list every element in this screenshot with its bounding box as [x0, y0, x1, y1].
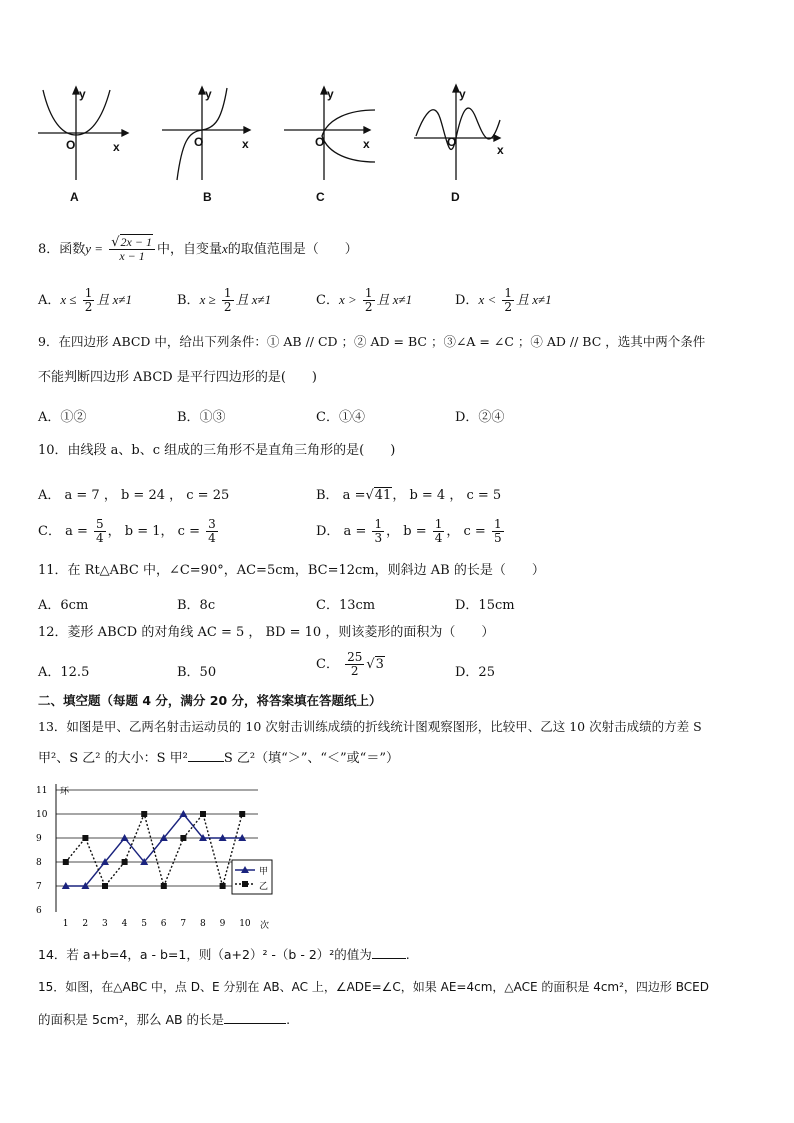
q9-option-d[interactable]: D．②④ — [455, 410, 505, 425]
frac-den: 4 — [434, 531, 443, 545]
data-point — [220, 883, 226, 889]
frac-den: 5 — [493, 531, 502, 545]
option-tail: 且 x≠1 — [376, 292, 413, 307]
q13-text: 甲²、S 乙² 的大小：S 甲² — [38, 751, 188, 766]
y-tick-label: 9 — [36, 834, 42, 844]
q8-denominator: x − 1 — [119, 249, 145, 263]
graph-d-y-label: y — [459, 87, 466, 101]
frac-num: 1 — [434, 517, 443, 531]
radicand: 3 — [375, 657, 384, 672]
data-point — [121, 834, 129, 841]
question-12-stem: 12．菱形 ABCD 的对角线 AC = 5 ， BD = 10 ，则该菱形的面积为（ ） — [38, 625, 495, 640]
q8-fraction: $\frac{√2x - 1}{x - 1}$ — [109, 236, 155, 263]
question-10-stem: 10．由线段 a、b、c 组成的三角形不是直角三角形的是( ) — [38, 443, 396, 458]
q11-option-d[interactable]: D．15cm — [455, 598, 515, 613]
option-text: ， c = — [446, 524, 486, 539]
option-text: ， b = — [386, 524, 427, 539]
frac-num: 1 — [504, 286, 513, 300]
answer-blank[interactable] — [188, 761, 224, 762]
option-fraction — [363, 287, 375, 314]
q8-prefix: 8．函数 — [38, 242, 86, 257]
answer-blank[interactable] — [224, 1023, 286, 1024]
option-label: B． — [177, 293, 200, 308]
option-rel: x ≤ — [60, 292, 77, 307]
x-tick-label: 1 — [62, 919, 69, 929]
q10-option-c[interactable] — [38, 518, 220, 545]
q8-option-c[interactable] — [316, 287, 412, 314]
x-tick-label: 6 — [160, 919, 167, 929]
question-15-line1: 15．如图，在△ABC 中，点 D、E 分别在 AB、AC 上，∠ADE=∠C，如果 AE=4cm，△ACE 的面积是 4cm²，四边形 BCED — [38, 980, 709, 994]
q12-option-b[interactable]: B．50 — [177, 665, 217, 680]
q8-option-a[interactable] — [38, 287, 132, 314]
option-fraction — [94, 518, 106, 545]
frac-num: 5 — [96, 517, 104, 531]
x-tick-label: 10 — [239, 919, 251, 929]
data-point — [122, 859, 128, 865]
y-tick-label: 6 — [36, 906, 42, 916]
option-text: D． a = — [316, 524, 367, 539]
q11-option-c[interactable]: C．13cm — [316, 598, 376, 613]
question-13-line2 — [38, 751, 399, 767]
legend-label-yi: 乙 — [259, 882, 269, 892]
data-point — [180, 835, 186, 841]
y-tick-label: 10 — [36, 810, 48, 820]
option-fraction — [492, 518, 504, 545]
x-axis-label: 次 — [260, 921, 270, 931]
q10-option-d[interactable] — [316, 518, 506, 545]
question-9-line1: 9．在四边形 ABCD 中，给出下列条件：① AB // CD ；② AD = BC ；③∠A = ∠C ；④ AD // BC ，选其中两个条件 — [38, 334, 706, 349]
graph-a-origin-label: O — [66, 138, 76, 152]
x-tick-label: 2 — [82, 919, 89, 929]
q14-text: 14．若 a+b=4，a - b=1，则（a+2）² -（b - 2）²的值为 — [38, 947, 372, 962]
graph-c-x-label: x — [363, 137, 370, 151]
graph-b-label: B — [203, 190, 212, 204]
question-15-line2 — [38, 1012, 290, 1027]
option-fraction — [502, 287, 514, 314]
q13-text: S 乙²（填“＞”、“＜”或“＝”） — [223, 751, 399, 766]
option-fraction — [345, 651, 364, 678]
option-tail: 且 x≠1 — [516, 292, 552, 307]
q10-option-a[interactable]: A． a = 7 ， b = 24 ， c = 25 — [38, 488, 230, 503]
option-text: ， b = 4 ， c = 5 — [392, 488, 502, 503]
question-9-line2: 不能判断四边形 ABCD 是平行四边形的是( ) — [38, 370, 317, 385]
option-label: A． — [38, 293, 61, 308]
graph-d-origin-label: O — [447, 135, 457, 149]
option-fraction — [222, 287, 234, 314]
frac-num: 1 — [364, 286, 373, 300]
option-fraction — [372, 518, 384, 545]
q8-var: x — [221, 241, 228, 256]
frac-den: 2 — [84, 300, 93, 314]
legend-marker-yi — [242, 881, 248, 887]
q12-option-d[interactable]: D．25 — [455, 665, 495, 680]
radicand: 41 — [374, 488, 392, 503]
frac-den: 2 — [364, 300, 373, 314]
series-line-0 — [66, 814, 242, 886]
option-label: C． — [316, 293, 339, 308]
option-text: C． a = — [38, 524, 88, 539]
x-tick-label: 7 — [180, 919, 187, 929]
graph-c-label: C — [316, 190, 325, 204]
option-label: D． — [455, 293, 479, 308]
y-tick-label: 8 — [36, 858, 42, 868]
question-11-stem: 11．在 Rt△ABC 中，∠C=90°，AC=5cm，BC=12cm，则斜边 AB 的长是（ ） — [38, 563, 545, 578]
data-point — [102, 883, 108, 889]
q9-option-a[interactable]: A．①② — [38, 410, 87, 425]
option-tail: 且 x≠1 — [235, 292, 272, 307]
frac-den: 4 — [208, 531, 216, 545]
q8-func-y: y = — [85, 241, 104, 256]
frac-den: 2 — [504, 300, 513, 314]
option-fraction — [206, 518, 218, 545]
frac-num: 1 — [374, 517, 383, 531]
graph-d-label: D — [451, 190, 460, 204]
data-point — [179, 810, 187, 817]
y-axis-label: 环 — [60, 787, 70, 797]
x-tick-label: 3 — [102, 919, 108, 929]
q15-text: 的面积是 5cm²，那么 AB 的长是 — [38, 1012, 225, 1027]
q14-end: . — [405, 947, 410, 962]
x-tick-label: 8 — [200, 919, 206, 929]
x-tick-label: 9 — [219, 919, 226, 929]
graph-c-y-label: y — [327, 87, 334, 101]
q10-option-b[interactable]: B． a =√41， b = 4 ， c = 5 — [316, 488, 502, 503]
data-point — [82, 835, 88, 841]
frac-num: 25 — [347, 650, 363, 664]
q8-option-b[interactable] — [177, 287, 271, 314]
y-tick-label: 7 — [36, 882, 42, 892]
q11-option-a[interactable]: A．6cm — [38, 598, 89, 613]
q11-option-b[interactable]: B．8c — [177, 598, 216, 613]
frac-den: 4 — [96, 531, 104, 545]
graph-a-y-label: y — [79, 87, 86, 101]
q12-option-c[interactable]: C． $\frac{25}{2}$ √3 — [316, 650, 384, 678]
frac-num: 1 — [223, 286, 232, 300]
option-rel: x < — [478, 292, 497, 307]
q12-option-a[interactable]: A．12.5 — [38, 665, 90, 680]
x-tick-label: 4 — [121, 919, 128, 929]
frac-num: 1 — [84, 286, 93, 300]
q8-option-d[interactable] — [455, 287, 552, 314]
data-point — [63, 859, 69, 865]
frac-num: 3 — [208, 517, 216, 531]
q9-option-b[interactable]: B．①③ — [177, 410, 226, 425]
graph-a-label: A — [70, 190, 79, 204]
graph-b-origin-label: O — [194, 135, 204, 149]
graph-a-x-label: x — [113, 140, 120, 154]
frac-den: 2 — [223, 300, 232, 314]
option-rel: x > — [338, 292, 357, 307]
data-point — [239, 811, 245, 817]
question-14 — [38, 947, 410, 962]
function-graphs — [30, 80, 550, 210]
option-tail: 且 x≠1 — [96, 292, 132, 307]
answer-blank[interactable] — [372, 958, 406, 959]
section-2-heading: 二、填空题（每题 4 分，满分 20 分，将答案填在答题纸上） — [38, 693, 382, 708]
question-13-line1: 13．如图是甲、乙两名射击运动员的 10 次射击训练成绩的折线统计图观察图形，比较甲、乙这 10 次射击成绩的方差 S — [38, 719, 702, 734]
option-label: C． — [316, 657, 339, 672]
frac-den: 3 — [374, 531, 383, 545]
data-point — [200, 811, 206, 817]
graph-b-x-label: x — [242, 137, 249, 151]
option-text: B． a = — [316, 488, 366, 503]
shooting-scores-chart — [30, 780, 280, 940]
q8-numerator: 2x − 1 — [120, 235, 152, 249]
option-fraction — [83, 287, 95, 314]
q15-end: . — [286, 1012, 291, 1027]
data-point — [161, 883, 167, 889]
q8-suffix: 中，自变量 — [156, 242, 222, 257]
x-tick-label: 5 — [141, 919, 147, 929]
q8-suffix2: 的取值范围是（ ） — [227, 242, 358, 257]
data-point — [141, 811, 147, 817]
q9-option-c[interactable]: C．①④ — [316, 410, 365, 425]
frac-num: 1 — [493, 517, 502, 531]
frac-den: 2 — [350, 664, 359, 678]
graph-b-y-label: y — [205, 87, 212, 101]
option-text: ， b = 1， c = — [107, 524, 200, 539]
question-8-stem — [38, 236, 358, 263]
option-fraction — [433, 518, 445, 545]
graph-c-origin-label: O — [315, 135, 325, 149]
legend-label-jia: 甲 — [259, 867, 269, 877]
y-tick-label: 11 — [36, 786, 48, 796]
graph-d-x-label: x — [497, 143, 504, 157]
option-rel: x ≥ — [199, 292, 216, 307]
